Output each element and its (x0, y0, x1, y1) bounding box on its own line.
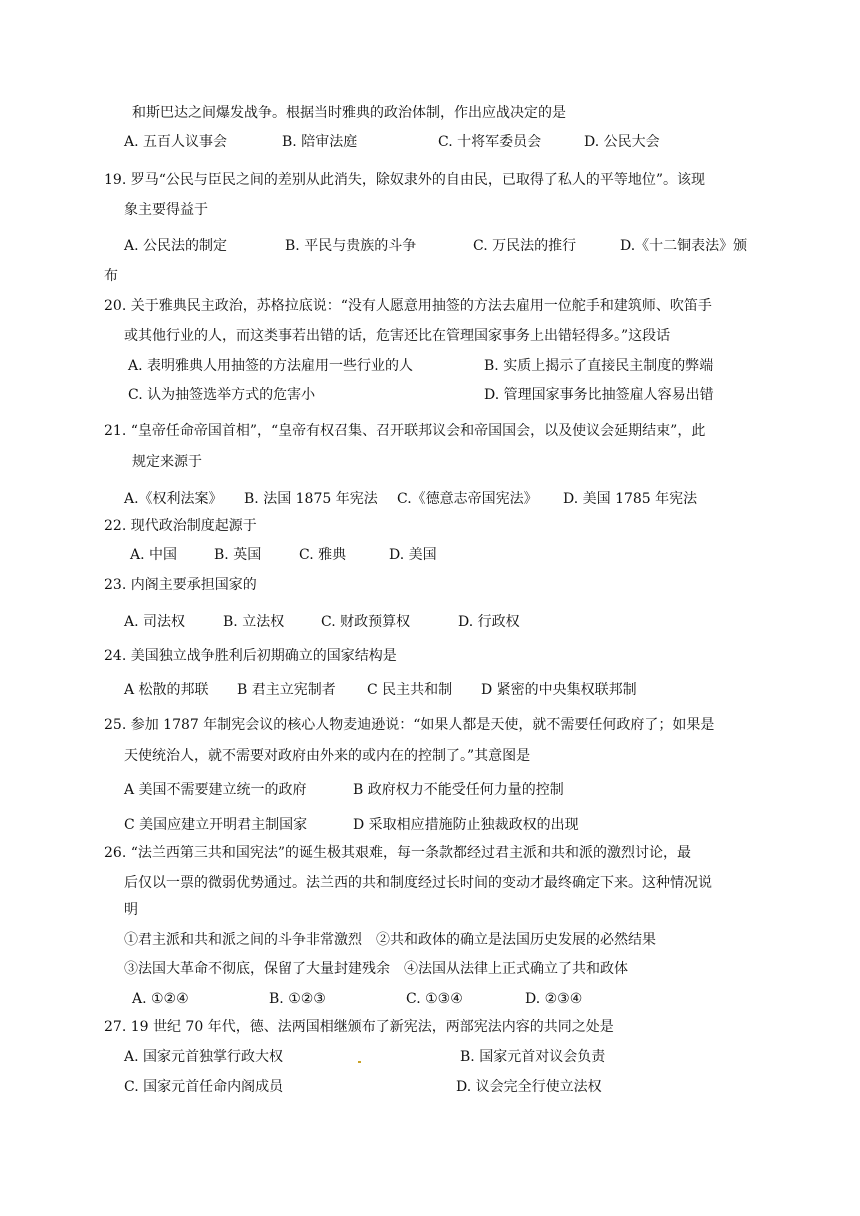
stray-mark (358, 1061, 361, 1063)
q26-option-b: B. ①②③ (269, 991, 326, 1007)
q19-option-c: C. 万民法的推行 (473, 238, 577, 254)
q18-option-a: A. 五百人议事会 (124, 134, 228, 150)
q27-stem: 27. 19 世纪 70 年代，德、法两国相继颁布了新宪法，两部宪法内容的共同之处是 (104, 1019, 614, 1035)
q20-stem: 20. 关于雅典民主政治，苏格拉底说：“没有人愿意用抽签的方法去雇用一位舵手和建筑师、吹笛手 (104, 298, 712, 314)
q25-option-c: C 美国应建立开明君主制国家 (124, 817, 308, 833)
q22-option-b: B. 英国 (214, 547, 262, 563)
q24-option-b: B 君主立宪制者 (237, 682, 336, 698)
q19-option-d-cont: 布 (104, 268, 118, 284)
q25-option-a: A 美国不需要建立统一的政府 (124, 782, 307, 798)
q25-option-d: D 采取相应措施防止独裁政权的出现 (353, 817, 579, 833)
q21-stem-cont: 规定来源于 (132, 454, 202, 470)
q23-option-a: A. 司法权 (124, 614, 186, 630)
q22-option-d: D. 美国 (389, 547, 437, 563)
q24-option-a: A 松散的邦联 (124, 682, 209, 698)
q19-option-d: D.《十二铜表法》颁 (620, 238, 748, 254)
q25-stem-cont: 天使统治人，就不需要对政府由外来的或内在的控制了。”其意图是 (124, 748, 531, 764)
q23-option-c: C. 财政预算权 (321, 614, 411, 630)
q26-option-a: A. ①②④ (132, 991, 189, 1007)
q25-option-b: B 政府权力不能受任何力量的控制 (353, 782, 564, 798)
q22-stem: 22. 现代政治制度起源于 (104, 518, 257, 534)
q18-option-d: D. 公民大会 (584, 134, 660, 150)
q20-option-b: B. 实质上揭示了直接民主制度的弊端 (484, 358, 714, 374)
q26-stem-cont: 后仅以一票的微弱优势通过。法兰西的共和制度经过长时间的变动才最终确定下来。这种情况说 (124, 875, 712, 891)
q27-option-c: C. 国家元首任命内阁成员 (124, 1079, 284, 1095)
q19-stem: 19. 罗马“公民与臣民之间的差别从此消失，除奴隶外的自由民，已取得了私人的平等地位”。该现 (104, 172, 706, 188)
q18-option-b: B. 陪审法庭 (282, 134, 358, 150)
q26-option-c: C. ①③④ (406, 991, 463, 1007)
q20-stem-cont: 或其他行业的人，而这类事若出错的话，危害还比在管理国家事务上出错轻得多。”这段话 (124, 328, 671, 344)
q24-option-c: C 民主共和制 (367, 682, 453, 698)
q20-option-a: A. 表明雅典人用抽签的方法雇用一些行业的人 (128, 358, 414, 374)
q20-option-c: C. 认为抽签选举方式的危害小 (128, 387, 316, 403)
q19-option-b: B. 平民与贵族的斗争 (285, 238, 417, 254)
q23-option-b: B. 立法权 (223, 614, 285, 630)
q21-option-a: A.《权利法案》 (124, 491, 223, 507)
q18-option-c: C. 十将军委员会 (438, 134, 542, 150)
q21-option-c: C.《德意志帝国宪法》 (397, 491, 538, 507)
q26-statements-1-2: ①君主派和共和派之间的斗争非常激烈 ②共和政体的确立是法国历史发展的必然结果 (124, 932, 656, 948)
q26-stem-cont-2: 明 (124, 902, 138, 918)
q25-stem: 25. 参加 1787 年制宪会议的核心人物麦迪逊说：“如果人都是天使，就不需要任何政府了；如果是 (104, 717, 715, 733)
q21-stem: 21. “皇帝任命帝国首相”，“皇帝有权召集、召开联邦议会和帝国国会，以及使议会延期结束”，此 (104, 423, 706, 439)
q26-statements-3-4: ③法国大革命不彻底，保留了大量封建残余 ④法国从法律上正式确立了共和政体 (124, 961, 628, 977)
q24-stem: 24. 美国独立战争胜利后初期确立的国家结构是 (104, 648, 397, 664)
q19-stem-cont: 象主要得益于 (124, 202, 208, 218)
q19-option-a: A. 公民法的制定 (124, 238, 228, 254)
q21-option-b: B. 法国 1875 年宪法 (244, 491, 378, 507)
q22-option-c: C. 雅典 (299, 547, 347, 563)
q23-option-d: D. 行政权 (458, 614, 520, 630)
q22-option-a: A. 中国 (130, 547, 178, 563)
q27-option-a: A. 国家元首独掌行政大权 (124, 1049, 284, 1065)
q21-option-d: D. 美国 1785 年宪法 (563, 491, 698, 507)
q27-option-d: D. 议会完全行使立法权 (456, 1079, 602, 1095)
q26-stem: 26. “法兰西第三共和国宪法”的诞生极其艰难，每一条款都经过君主派和共和派的激烈讨论，最 (104, 845, 692, 861)
q24-option-d: D 紧密的中央集权联邦制 (481, 682, 637, 698)
q27-option-b: B. 国家元首对议会负责 (460, 1049, 606, 1065)
q23-stem: 23. 内阁主要承担国家的 (104, 577, 257, 593)
q20-option-d: D. 管理国家事务比抽签雇人容易出错 (484, 387, 714, 403)
q18-stem-cont: 和斯巴达之间爆发战争。根据当时雅典的政治体制，作出应战决定的是 (132, 105, 566, 121)
q26-option-d: D. ②③④ (525, 991, 583, 1007)
